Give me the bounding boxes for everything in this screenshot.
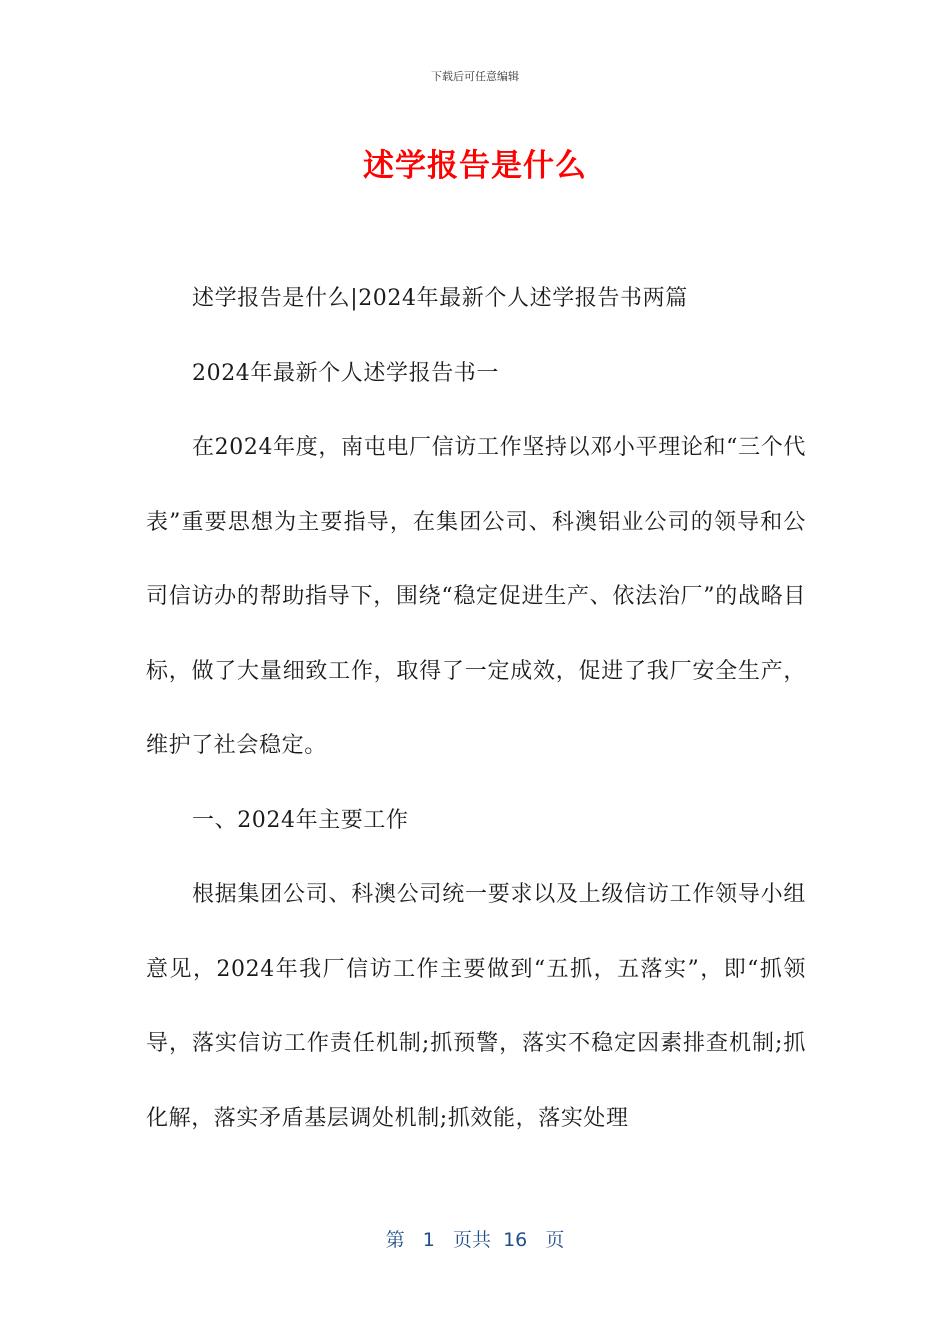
paragraph-main-work: 根据集团公司、科澳公司统一要求以及上级信访工作领导小组意见，2024年我厂信访工作主要做到“五抓，五落实”，即“抓领导，落实信访工作责任机制;抓预警，落实不稳定因素排查机制;抓化解，落实矛盾基层调处机制;抓效能，落实处理 — [146, 882, 806, 1131]
paragraph-main-work-heading: 一、2024年主要工作 — [192, 807, 409, 833]
footer-middle: 页共 — [452, 1229, 491, 1251]
paragraph-subtitle: 述学报告是什么|2024年最新个人述学报告书两篇 — [192, 286, 688, 311]
header-note: 下载后可任意编辑 — [431, 70, 519, 83]
footer-suffix: 页 — [545, 1229, 565, 1251]
paragraph-intro: 在2024年度，南屯电厂信访工作坚持以邓小平理论和“三个代表”重要思想为主要指导，在集团公司、科澳铝业公司的领导和公司信访办的帮助指导下，围绕“稳定促进生产、依法治厂”的战略目标，做了大量细致工作，取得了一定成效，促进了我厂安全生产，维护了社会稳定。 — [146, 435, 806, 758]
document-body — [146, 262, 806, 1156]
document-title: 述学报告是什么 — [363, 148, 587, 184]
page-footer — [0, 1225, 950, 1252]
footer-prefix: 第 — [385, 1229, 405, 1251]
footer-total-pages: 16 — [503, 1229, 528, 1251]
paragraph-section-heading: 2024年最新个人述学报告书一 — [192, 360, 499, 386]
footer-current-page: 1 — [422, 1229, 435, 1251]
